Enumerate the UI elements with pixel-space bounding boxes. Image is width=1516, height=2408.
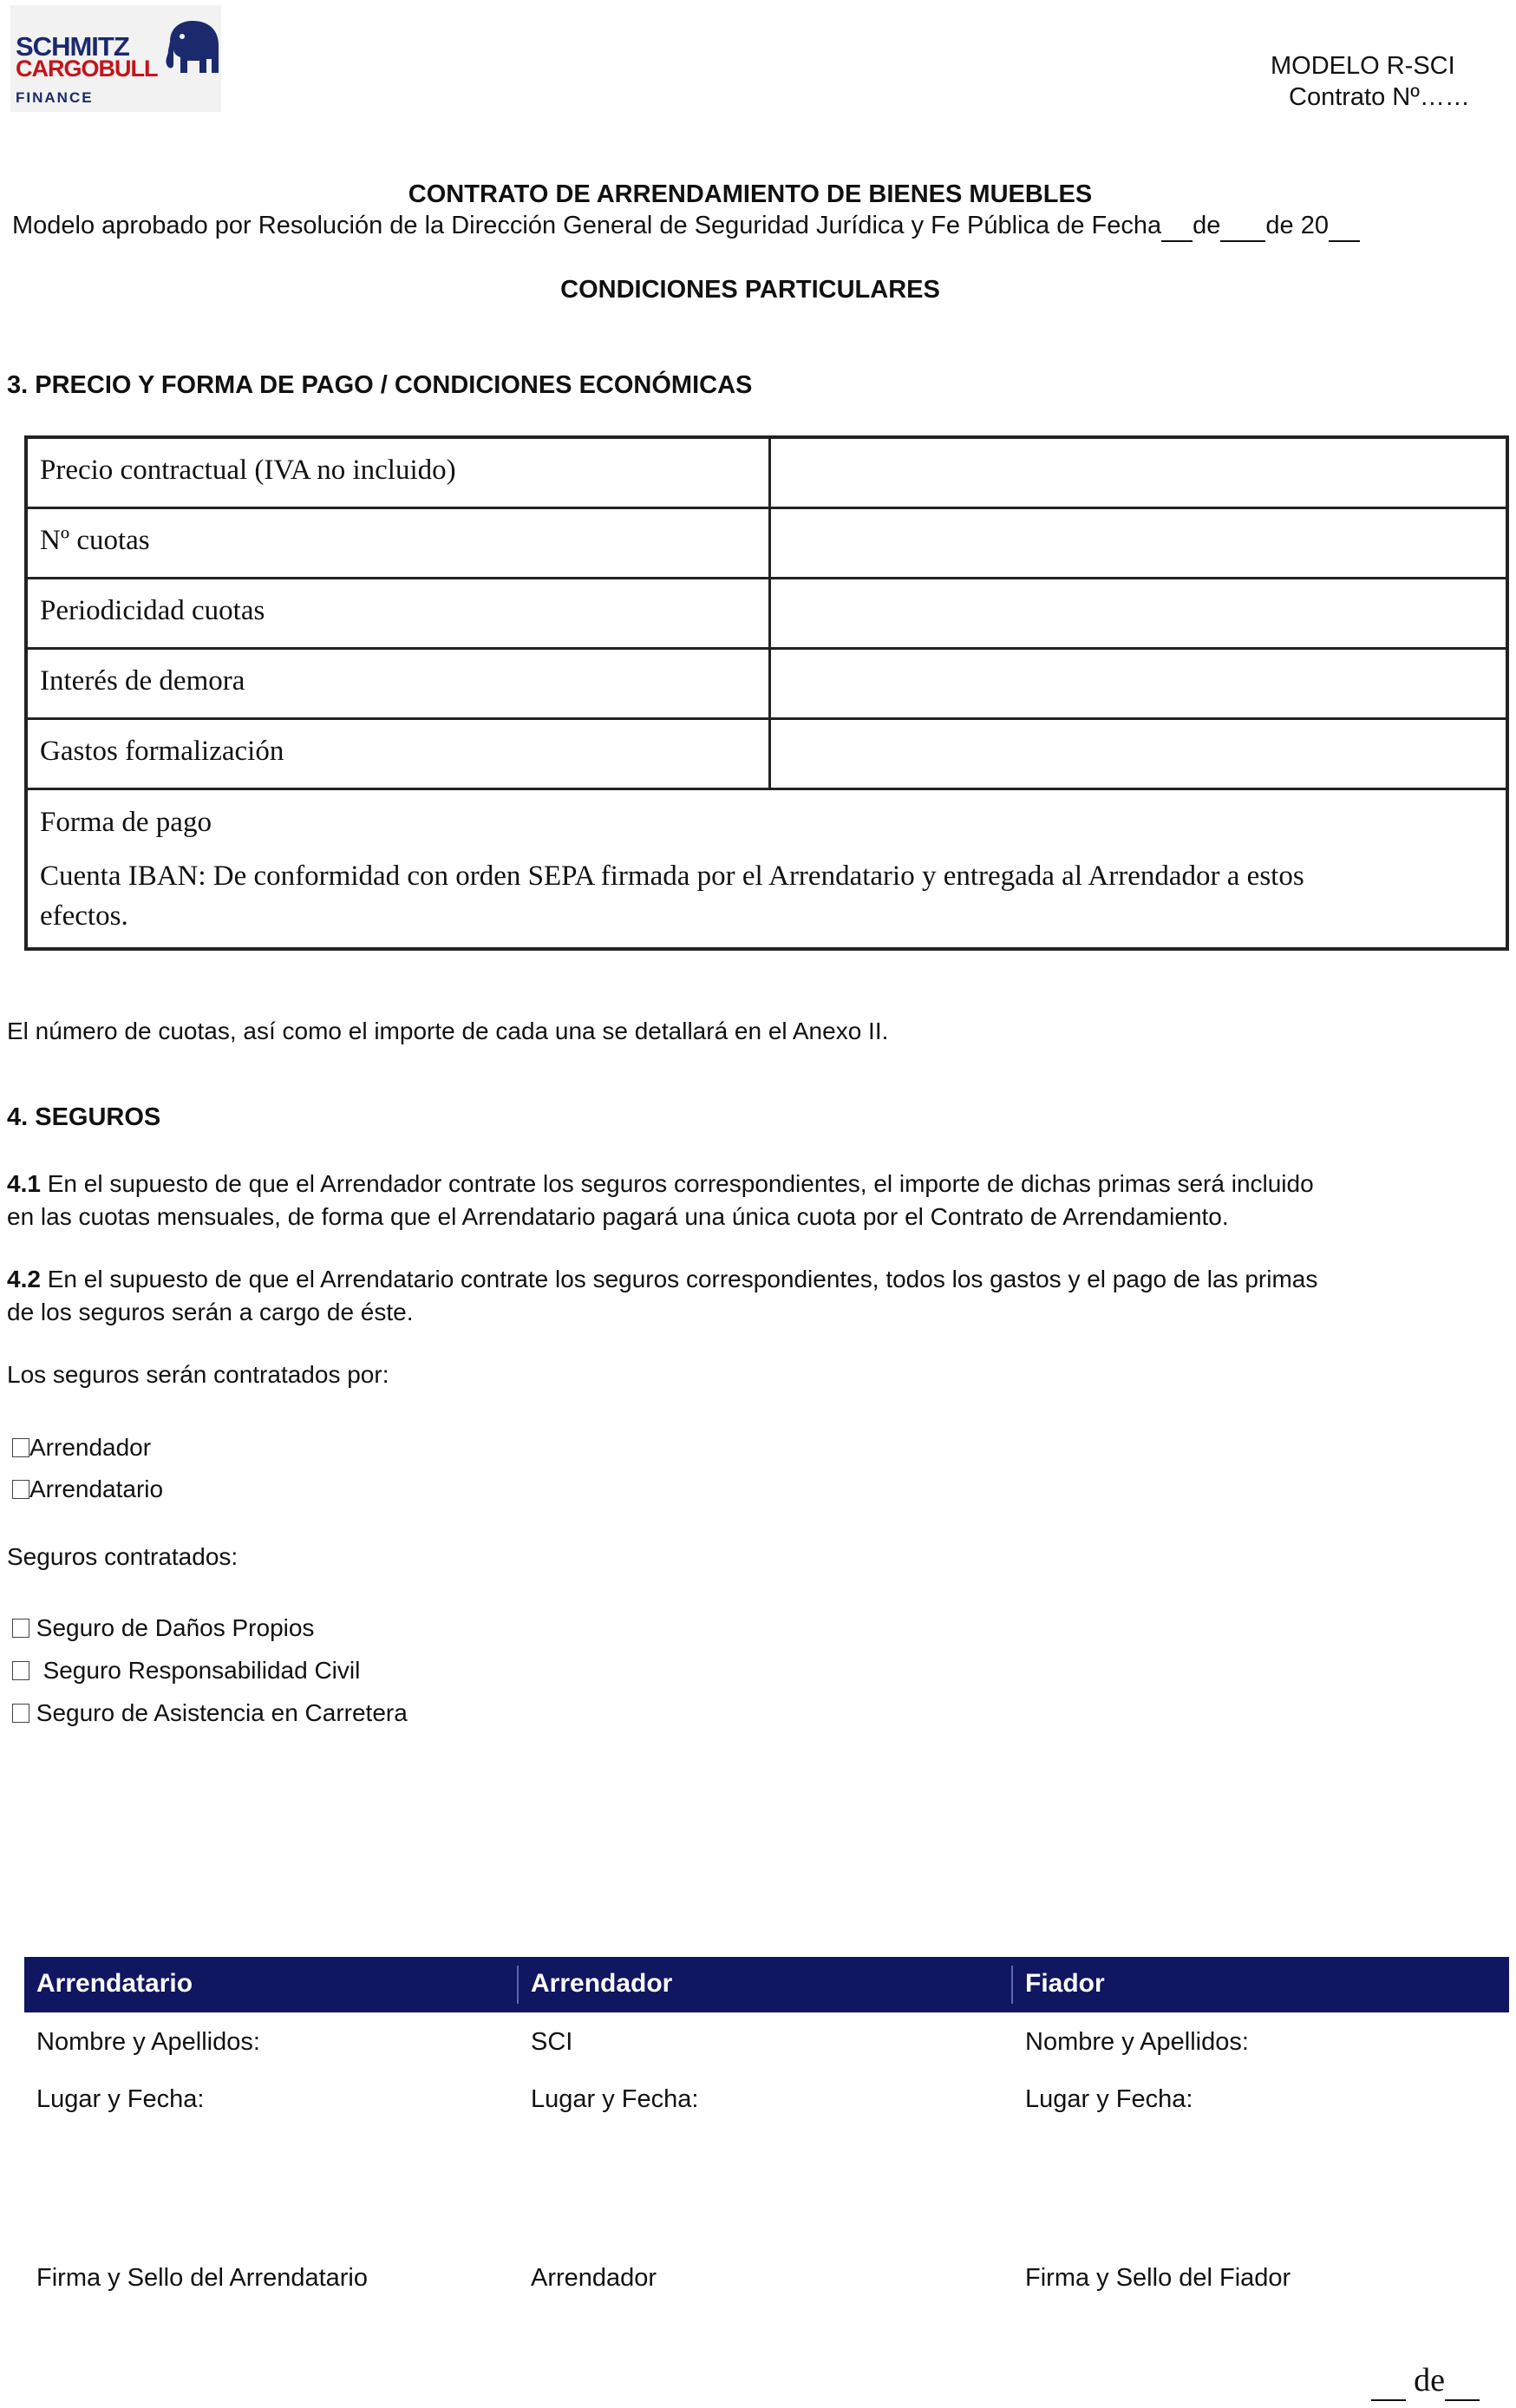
date-month-blank (1220, 212, 1265, 242)
checkbox-arrendador[interactable] (12, 1438, 29, 1457)
signature-header-row (24, 1957, 1509, 2012)
fiador-name-label: Nombre y Apellidos: (1025, 2028, 1249, 2056)
approval-line (12, 212, 1360, 242)
approval-text: Modelo aprobado por Resolución de la Dirección General de Seguridad Jurídica y Fe Pública de Fecha (12, 212, 1162, 239)
insurance-roadside-label: Seguro de Asistencia en Carretera (36, 1699, 408, 1726)
row-label-installments: Nº cuotas (40, 525, 150, 556)
date-year-blank (1329, 212, 1360, 242)
conditions-heading: CONDICIONES PARTICULARES (560, 276, 940, 304)
option-arrendatario[interactable] (12, 1473, 1504, 1506)
logo-line-schmitz: SCHMITZ (16, 31, 129, 62)
arrendatario-place-date: Lugar y Fecha: (36, 2085, 205, 2113)
company-logo (10, 5, 221, 112)
economic-conditions-table (24, 435, 1509, 951)
elephant-icon (163, 16, 224, 83)
checkbox-arrendatario[interactable] (12, 1480, 29, 1499)
row-label-price: Precio contractual (IVA no incluido) (40, 455, 456, 486)
insurance-own-damage-label: Seguro de Daños Propios (36, 1614, 315, 1641)
clause-4-2-line-2: de los seguros serán a cargo de éste. (7, 1299, 414, 1325)
payment-method-line-1: Cuenta IBAN: De conformidad con orden SEPA firmada por el Arrendatario y entregada al Arrendador a estos (40, 860, 1304, 892)
fiador-signature: Firma y Sello del Fiador (1025, 2264, 1291, 2292)
row-label-late-interest: Interés de demora (40, 665, 245, 697)
arrendador-name-value: SCI (531, 2028, 573, 2056)
insurance-option-roadside[interactable] (12, 1697, 1504, 1730)
header-arrendador: Arrendador (531, 1969, 673, 1998)
clause-4-1-number: 4.1 (7, 1170, 41, 1197)
option-arrendador-label: Arrendador (29, 1434, 152, 1461)
logo-line-cargobull: CARGOBULL (16, 56, 158, 82)
checkbox-own-damage[interactable] (12, 1619, 29, 1638)
table-row (28, 439, 1506, 509)
table-row (28, 509, 1506, 579)
page-number (1371, 2361, 1480, 2401)
clause-4-2 (7, 1263, 1499, 1329)
clause-4-1-line-1: En el supuesto de que el Arrendador contrate los seguros correspondientes, el importe de dichas primas será incluido (40, 1170, 1314, 1197)
section-3-heading: 3. PRECIO Y FORMA DE PAGO / CONDICIONES ECONÓMICAS (7, 371, 753, 399)
insurances-label: Seguros contratados: (7, 1543, 239, 1570)
installments-note: El número de cuotas, así como el importe de cada una se detallará en el Anexo II. (7, 1018, 889, 1044)
option-arrendador[interactable] (12, 1431, 1504, 1464)
insurance-civil-liability-label: Seguro Responsabilidad Civil (42, 1657, 361, 1684)
arrendatario-signature: Firma y Sello del Arrendatario (36, 2264, 368, 2292)
contract-number: Contrato Nº…… (1289, 83, 1470, 111)
option-arrendatario-label: Arrendatario (29, 1476, 164, 1502)
header-arrendatario: Arrendatario (36, 1969, 193, 1998)
clause-4-1 (7, 1168, 1499, 1233)
header-fiador: Fiador (1025, 1969, 1105, 1998)
insurance-option-own-damage[interactable] (12, 1612, 1504, 1645)
fiador-place-date: Lugar y Fecha: (1025, 2085, 1193, 2113)
model-code: MODELO R-SCI (1271, 52, 1455, 80)
table-row (28, 579, 1506, 650)
arrendatario-name-label: Nombre y Apellidos: (36, 2028, 260, 2056)
arrendador-place-date: Lugar y Fecha: (531, 2085, 699, 2113)
approval-de-2: de 20 (1265, 212, 1329, 239)
clause-4-1-line-2: en las cuotas mensuales, de forma que el Arrendatario pagará una única cuota por el Contrato de Arrendamiento. (7, 1203, 1229, 1230)
page-de: de (1414, 2362, 1445, 2398)
checkbox-civil-liability[interactable] (12, 1661, 29, 1680)
clause-4-2-number: 4.2 (7, 1266, 41, 1292)
contract-title: CONTRATO DE ARRENDAMIENTO DE BIENES MUEBLES (408, 180, 1093, 208)
payment-method-line-2: efectos. (40, 900, 128, 932)
table-row (28, 720, 1506, 790)
checkbox-roadside[interactable] (12, 1704, 29, 1723)
page-total-blank (1445, 2361, 1480, 2401)
insurance-option-civil-liability[interactable] (12, 1654, 1504, 1687)
header-separator (1011, 1966, 1013, 2004)
arrendador-signature: Arrendador (531, 2264, 657, 2292)
payment-method-label: Forma de pago (40, 807, 212, 838)
page-current-blank (1371, 2361, 1406, 2401)
header-separator (517, 1966, 519, 2004)
section-4-heading: 4. SEGUROS (7, 1103, 161, 1131)
logo-line-finance: FINANCE (16, 89, 94, 106)
contracted-by-label: Los seguros serán contratados por: (7, 1361, 389, 1388)
row-label-periodicity: Periodicidad cuotas (40, 595, 265, 626)
approval-de-1: de (1193, 212, 1221, 239)
table-row (28, 650, 1506, 720)
date-day-blank (1161, 212, 1193, 242)
clause-4-2-line-1: En el supuesto de que el Arrendatario contrate los seguros correspondientes, todos los gastos y el pago de las primas (40, 1266, 1318, 1292)
row-label-formalization-costs: Gastos formalización (40, 736, 284, 767)
